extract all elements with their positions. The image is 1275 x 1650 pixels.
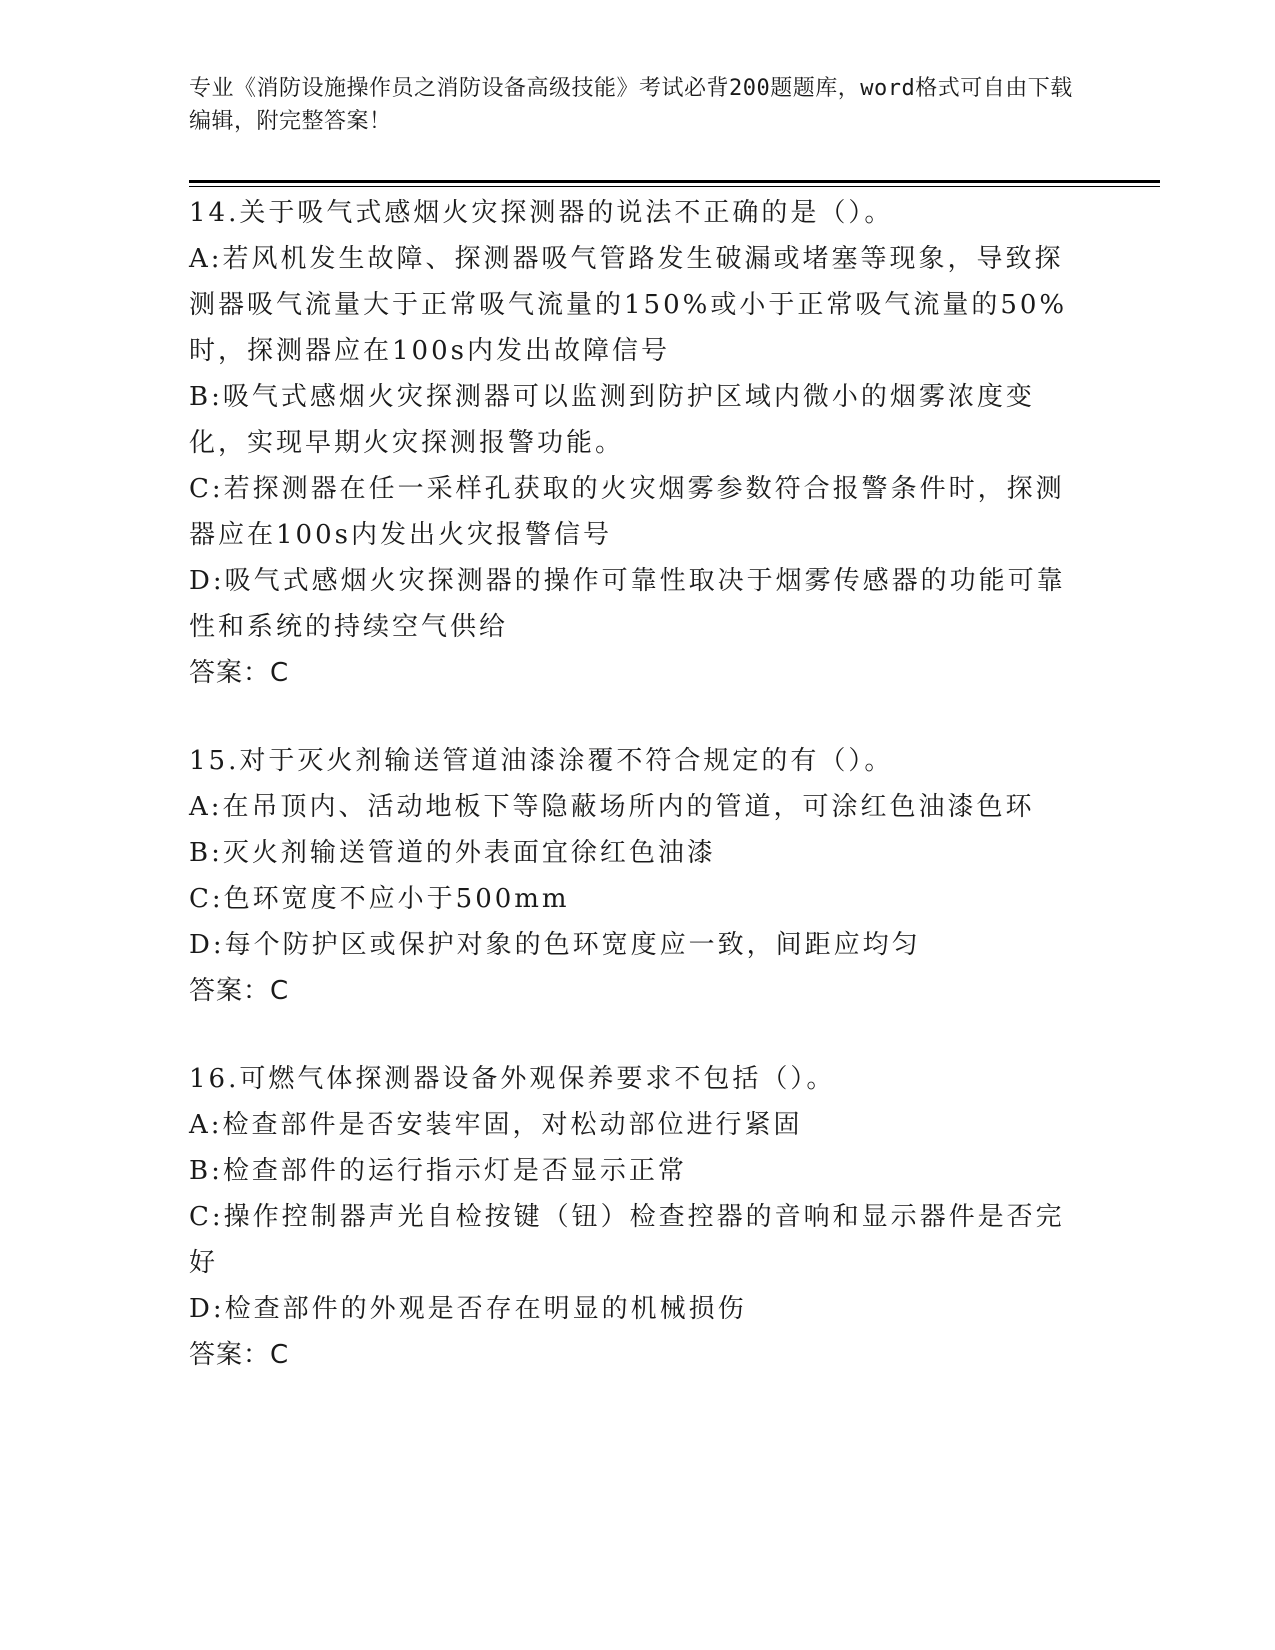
answer-label: 答案：C [189, 976, 290, 1006]
answer-label: 答案：C [189, 1340, 290, 1370]
option-a: A:在吊顶内、活动地板下等隐蔽场所内的管道，可涂红色油漆色环 [189, 792, 1035, 822]
question-stem: 15.对于灭火剂输送管道油漆涂覆不符合规定的有（）。 [189, 746, 894, 776]
option-d: D:吸气式感烟火灾探测器的操作可靠性取决于烟雾传感器的功能可靠性和系统的持续空气供给 [189, 566, 1066, 642]
option-a: A:检查部件是否安装牢固，对松动部位进行紧固 [189, 1110, 803, 1140]
option-d: D:每个防护区或保护对象的色环宽度应一致，间距应均匀 [189, 930, 921, 960]
header-rule-thick [189, 180, 1160, 183]
question-stem: 14.关于吸气式感烟火灾探测器的说法不正确的是（）。 [189, 198, 894, 228]
question-stem: 16.可燃气体探测器设备外观保养要求不包括（）。 [189, 1064, 836, 1094]
document-header: 专业《消防设施操作员之消防设备高级技能》考试必背200题题库，word格式可自由下载编辑，附完整答案！ [189, 76, 1073, 134]
option-c: C:色环宽度不应小于500mm [189, 884, 570, 914]
question-16 [189, 1056, 1089, 1378]
option-b: B:灭火剂输送管道的外表面宜徐红色油漆 [189, 838, 716, 868]
option-a: A:若风机发生故障、探测器吸气管路发生破漏或堵塞等现象，导致探测器吸气流量大于正常吸气流量的150%或小于正常吸气流量的50%时，探测器应在100s内发出故障信号 [189, 244, 1068, 366]
option-b: B:检查部件的运行指示灯是否显示正常 [189, 1156, 687, 1186]
question-14 [189, 190, 1089, 696]
answer-label: 答案：C [189, 658, 290, 688]
option-b: B:吸气式感烟火灾探测器可以监测到防护区域内微小的烟雾浓度变化，实现早期火灾探测报警功能。 [189, 382, 1035, 458]
option-d: D:检查部件的外观是否存在明显的机械损伤 [189, 1294, 747, 1324]
option-c: C:若探测器在任一采样孔获取的火灾烟雾参数符合报警条件时，探测器应在100s内发出火灾报警信号 [189, 474, 1065, 550]
header-rule-thin [189, 186, 1160, 187]
question-15 [189, 738, 1089, 1014]
question-list [189, 190, 1089, 1420]
option-c: C:操作控制器声光自检按键（钮）检查控器的音响和显示器件是否完好 [189, 1202, 1065, 1278]
